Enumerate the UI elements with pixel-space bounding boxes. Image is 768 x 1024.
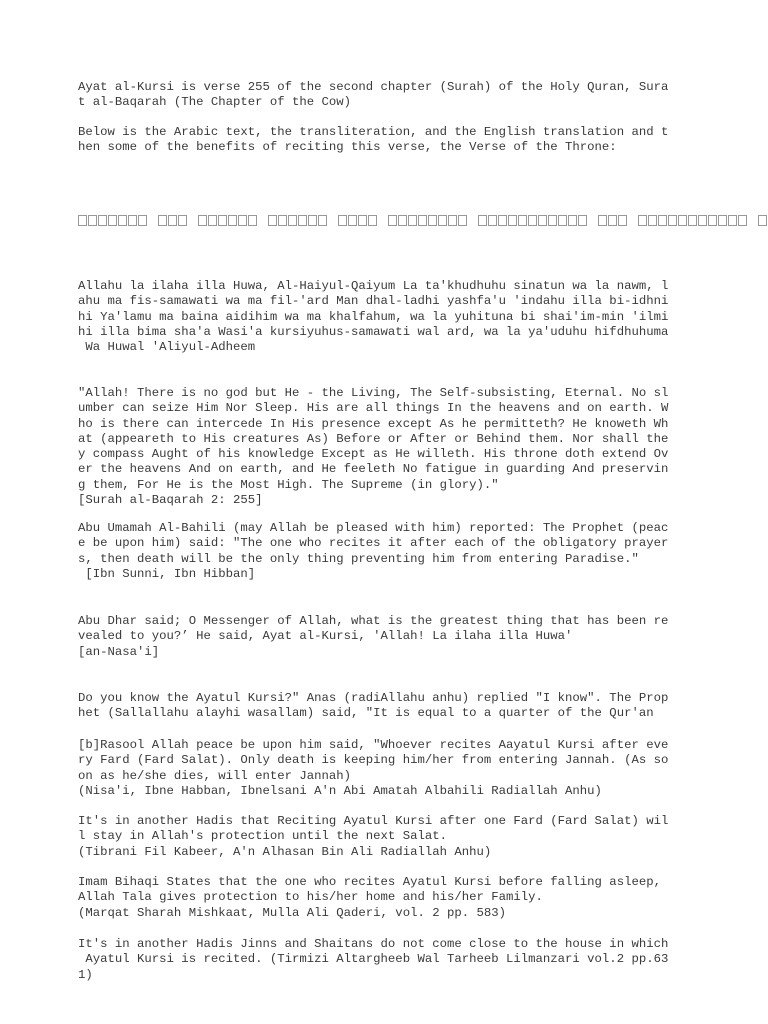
missing-glyph-box: [408, 215, 417, 226]
missing-glyph-box: [758, 215, 767, 226]
text-line: hi illa bima sha'a Wasi'a kursiyuhus-samawati wal ard, wa la ya'uduhu hifdhuhuma: [78, 324, 669, 339]
missing-glyph-box: [108, 215, 117, 226]
missing-glyph-box: [448, 215, 457, 226]
missing-glyph-box: [428, 215, 437, 226]
paragraph-below: [78, 125, 668, 156]
missing-glyph-box: [688, 215, 697, 226]
text-line: Imam Bihaqi States that the one who recites Ayatul Kursi before falling asleep,: [78, 875, 661, 889]
missing-glyph-box: [698, 215, 707, 226]
text-line: Do you know the Ayatul Kursi?" Anas (radiAllahu anhu) replied "I know". The Prop: [78, 691, 669, 705]
text-line: ry Fard (Fard Salat). Only death is keeping him/her from entering Jannah. (As so: [78, 753, 669, 768]
text-line: ho is there can intercede In His presence except As he permitteth? He knoweth Wh: [78, 416, 669, 431]
missing-glyph-box: [388, 215, 397, 226]
missing-glyph-box: [198, 215, 207, 226]
missing-glyph-box: [168, 215, 177, 226]
missing-glyph-box: [138, 215, 147, 226]
paragraph-intro: [78, 80, 668, 111]
text-line: [Ibn Sunni, Ibn Hibban]: [78, 566, 256, 581]
paragraph-hadis-1: [78, 814, 668, 860]
missing-glyph-box: [648, 215, 657, 226]
missing-glyph-box: [728, 215, 737, 226]
missing-glyph-box: [618, 215, 627, 226]
text-line: (Marqat Sharah Mishkaat, Mulla Ali Qaderi, vol. 2 pp. 583): [78, 905, 507, 920]
text-line: g them, For He is the Most High. The Supreme (in glory).": [78, 477, 499, 492]
paragraph-hadis-2: [78, 937, 668, 983]
missing-glyph-box: [238, 215, 247, 226]
text-line: umber can seize Him Nor Sleep. His are all things In the heavens and on earth. W: [78, 401, 669, 416]
text-line: t al-Baqarah (The Chapter of the Cow): [78, 95, 352, 110]
text-line: Abu Umamah Al-Bahili (may Allah be pleased with him) reported: The Prophet (peac: [78, 521, 669, 535]
text-line: It's in another Hadis that Reciting Ayatul Kursi after one Fard (Fard Salat) wil: [78, 814, 669, 828]
missing-glyph-box: [708, 215, 717, 226]
missing-glyph-box: [488, 215, 497, 226]
missing-glyph-box: [118, 215, 127, 226]
missing-glyph-box: [338, 215, 347, 226]
text-line: Ayat al-Kursi is verse 255 of the second chapter (Surah) of the Holy Quran, Sura: [78, 80, 669, 94]
missing-glyph-box: [478, 215, 487, 226]
missing-glyph-box: [88, 215, 97, 226]
paragraph-abu-umamah: [78, 521, 668, 582]
missing-glyph-box: [458, 215, 467, 226]
missing-glyph-box: [368, 215, 377, 226]
missing-glyph-box: [98, 215, 107, 226]
missing-glyph-box: [638, 215, 647, 226]
missing-glyph-box: [558, 215, 567, 226]
missing-glyph-box: [318, 215, 327, 226]
missing-glyph-box: [548, 215, 557, 226]
paragraph-abu-dhar: [78, 614, 668, 660]
text-line: ahu ma fis-samawati wa ma fil-'ard Man dhal-ladhi yashfa'u 'indahu illa bi-idhni: [78, 294, 669, 309]
missing-glyph-box: [418, 215, 427, 226]
missing-glyph-box: [518, 215, 527, 226]
missing-glyph-box: [738, 215, 747, 226]
missing-glyph-box: [398, 215, 407, 226]
text-line: Wa Huwal 'Aliyul-Adheem: [78, 340, 256, 355]
text-line: [Surah al-Baqarah 2: 255]: [78, 493, 263, 508]
text-line: [b]Rasool Allah peace be upon him said, "Whoever recites Aayatul Kursi after eve: [78, 738, 669, 752]
text-line: Abu Dhar said; O Messenger of Allah, what is the greatest thing that has been re: [78, 614, 669, 628]
missing-glyph-box: [228, 215, 237, 226]
text-line: e be upon him) said: "The one who recites it after each of the obligatory prayer: [78, 536, 669, 551]
missing-glyph-box: [288, 215, 297, 226]
missing-glyph-box: [578, 215, 587, 226]
text-line: hi Ya'lamu ma baina aidihim wa ma khalfahum, wa la yuhituna bi shai'im-min 'ilmi: [78, 309, 669, 324]
missing-glyph-box: [568, 215, 577, 226]
text-line: on as he/she dies, will enter Jannah): [78, 768, 352, 783]
missing-glyph-box: [528, 215, 537, 226]
missing-glyph-box: [78, 215, 87, 226]
missing-glyph-box: [658, 215, 667, 226]
text-line: (Nisa'i, Ibne Habban, Ibnelsani A'n Abi Amatah Albahili Radiallah Anhu): [78, 783, 602, 798]
missing-glyph-box: [718, 215, 727, 226]
paragraph-anas: [78, 691, 668, 722]
missing-glyph-box: [668, 215, 677, 226]
text-line: l stay in Allah's protection until the next Salat.: [78, 829, 447, 844]
missing-glyph-box: [608, 215, 617, 226]
text-line: (Tibrani Fil Kabeer, A'n Alhasan Bin Ali Radiallah Anhu): [78, 844, 492, 859]
missing-glyph-box: [248, 215, 257, 226]
missing-glyph-box: [218, 215, 227, 226]
missing-glyph-box: [438, 215, 447, 226]
text-line: [an-Nasa'i]: [78, 644, 160, 659]
missing-glyph-box: [308, 215, 317, 226]
text-line: het (Sallallahu alayhi wasallam) said, "It is equal to a quarter of the Qur'an: [78, 706, 654, 721]
paragraph-translit: [78, 279, 668, 355]
text-line: Allah Tala gives protection to his/her home and his/her Family.: [78, 890, 543, 905]
missing-glyph-box: [298, 215, 307, 226]
missing-glyph-box: [508, 215, 517, 226]
missing-glyph-box: [538, 215, 547, 226]
text-line: Ayatul Kursi is recited. (Tirmizi Altargheeb Wal Tarheeb Lilmanzari vol.2 pp.63: [78, 952, 669, 967]
missing-glyph-box: [348, 215, 357, 226]
text-line: Below is the Arabic text, the transliteration, and the English translation and t: [78, 125, 669, 139]
missing-glyph-box: [598, 215, 607, 226]
missing-glyph-box: [278, 215, 287, 226]
missing-glyph-box: [208, 215, 217, 226]
missing-glyph-box: [678, 215, 687, 226]
arabic-verse-missing-glyphs: [78, 212, 768, 230]
missing-glyph-box: [498, 215, 507, 226]
text-line: Allahu la ilaha illa Huwa, Al-Haiyul-Qaiyum La ta'khudhuhu sinatun wa la nawm, l: [78, 279, 669, 293]
text-line: It's in another Hadis Jinns and Shaitans do not come close to the house in which: [78, 937, 669, 951]
text-line: y compass Aught of his knowledge Except as He willeth. His throne doth extend Ov: [78, 447, 669, 462]
text-line: hen some of the benefits of reciting this verse, the Verse of the Throne:: [78, 140, 617, 155]
text-line: vealed to you?’ He said, Ayat al-Kursi, 'Allah! La ilaha illa Huwa': [78, 629, 573, 644]
missing-glyph-box: [178, 215, 187, 226]
text-line: 1): [78, 967, 93, 982]
paragraph-translation: [78, 386, 668, 508]
text-line: "Allah! There is no god but He - the Living, The Self-subsisting, Eternal. No sl: [78, 386, 669, 400]
text-line: at (appeareth to His creatures As) Before or After or Behind them. Nor shall the: [78, 431, 669, 446]
missing-glyph-box: [128, 215, 137, 226]
text-line: s, then death will be the only thing preventing him from entering Paradise.": [78, 551, 639, 566]
missing-glyph-box: [358, 215, 367, 226]
paragraph-bihaqi: [78, 875, 661, 921]
missing-glyph-box: [268, 215, 277, 226]
paragraph-rasool: [78, 738, 668, 799]
missing-glyph-box: [158, 215, 167, 226]
text-line: er the heavens And on earth, and He feeleth No fatigue in guarding And preservin: [78, 462, 669, 477]
